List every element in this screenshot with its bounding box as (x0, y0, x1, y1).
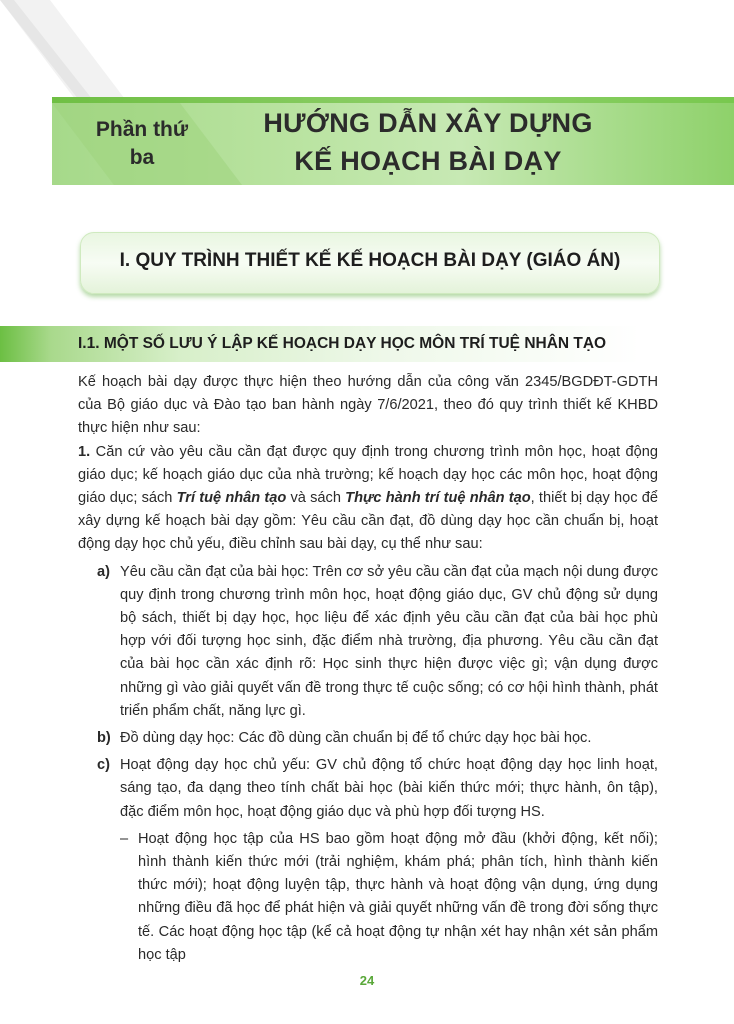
section-heading-box (80, 232, 660, 294)
list-item (78, 727, 658, 750)
dash-text: Hoạt động học tập của HS bao gồm hoạt động mở đầu (khởi động, kết nối); hình thành kiến thức mới (trải nghiệm, khám phá; phân tích, hình thành kiến thức mới); hoạt động luyện tập, thực hành và hoạt động vận dụng, ứng dụng những điều đã học để phát hiện và giải quyết những vấn đề trong đời sống thực tế. Các hoạt động học tập (kể cả hoạt động tự nhận xét hay nhận xét sản phẩm học tập (138, 830, 658, 963)
item-label: b) (97, 730, 111, 747)
part-label (72, 116, 212, 172)
step-number: 1. (78, 443, 91, 460)
step-text-c: , thiết bị dạy học để xây dựng kế hoạch bài dạy gồm: Yêu cầu cần đạt, đồ dùng dạy học cần chuẩn bị, hoạt động dạy học chủ yếu, điều chỉnh sau bài dạy, cụ thể như sau: (78, 490, 659, 553)
item-text: Đồ dùng dạy học: Các đồ dùng cần chuẩn bị để tổ chức dạy học bài học. (120, 730, 592, 747)
subsection-title: I.1. MỘT SỐ LƯU Ý LẬP KẾ HOẠCH DẠY HỌC MÔN TRÍ TUỆ NHÂN TẠO (78, 335, 607, 352)
page-title-line2: KẾ HOẠCH BÀI DẠY (294, 146, 562, 176)
item-label: c) (97, 757, 110, 774)
intro-paragraph: Kế hoạch bài dạy được thực hiện theo hướng dẫn của công văn 2345/BGDĐT-GDTH của Bộ giáo dục và Đào tạo ban hành ngày 7/6/2021, theo đó quy trình thiết kế KHBD thực hiện như sau: (78, 374, 658, 437)
dash-mark: – (120, 830, 129, 847)
section-title: I. QUY TRÌNH THIẾT KẾ KẾ HOẠCH BÀI DẠY (GIÁO ÁN) (119, 250, 621, 271)
part-label-line2: ba (129, 146, 155, 169)
page-number: 24 (359, 973, 375, 988)
step-text-b: và sách (286, 490, 346, 507)
item-text: Hoạt động dạy học chủ yếu: GV chủ động tổ chức hoạt động dạy học linh hoạt, sáng tạo, đa dạng theo tính chất bài học (bài kiến thức mới; thực hành, ôn tập), đặc điểm môn học, hoạt động giáo dục và phù hợp đối tượng HS. (120, 757, 658, 820)
step-1-paragraph (78, 441, 658, 557)
item-label: a) (97, 563, 110, 580)
body-text (78, 371, 658, 967)
list-item (78, 754, 658, 824)
book-title-1: Trí tuệ nhân tạo (176, 490, 287, 507)
book-title-2: Thực hành trí tuệ nhân tạo (345, 490, 531, 507)
step-text-a: Căn cứ vào yêu cầu cần đạt được quy định trong chương trình môn học, hoạt động giáo dục; kế hoạch giáo dục của nhà trường; kế hoạch dạy học các môn học, hoạt động giáo dục; sách (78, 443, 658, 507)
part-label-line1: Phần thứ (95, 118, 189, 141)
dash-item (78, 828, 658, 967)
page-title (232, 104, 624, 180)
item-text: Yêu cầu cần đạt của bài học: Trên cơ sở yêu cầu cần đạt của mạch nội dung được quy định trong chương trình môn học, hoạt động giáo dục, GV chủ động sử dụng bộ sách, thiết bị dạy học, học liệu để xác định yêu cầu cần đạt của bài học phù hợp với đối tượng học sinh, đặc điểm nhà trường, địa phương. Yêu cầu cần đạt của bài học cần xác định rõ: Học sinh thực hiện được việc gì; vận dụng được những gì vào giải quyết vấn đề trong thực tế cuộc sống; có cơ hội hình thành, phát triển phẩm chất, năng lực gì. (120, 563, 658, 719)
page-title-line1: HƯỚNG DẪN XÂY DỰNG (263, 108, 593, 138)
list-item (78, 561, 658, 723)
